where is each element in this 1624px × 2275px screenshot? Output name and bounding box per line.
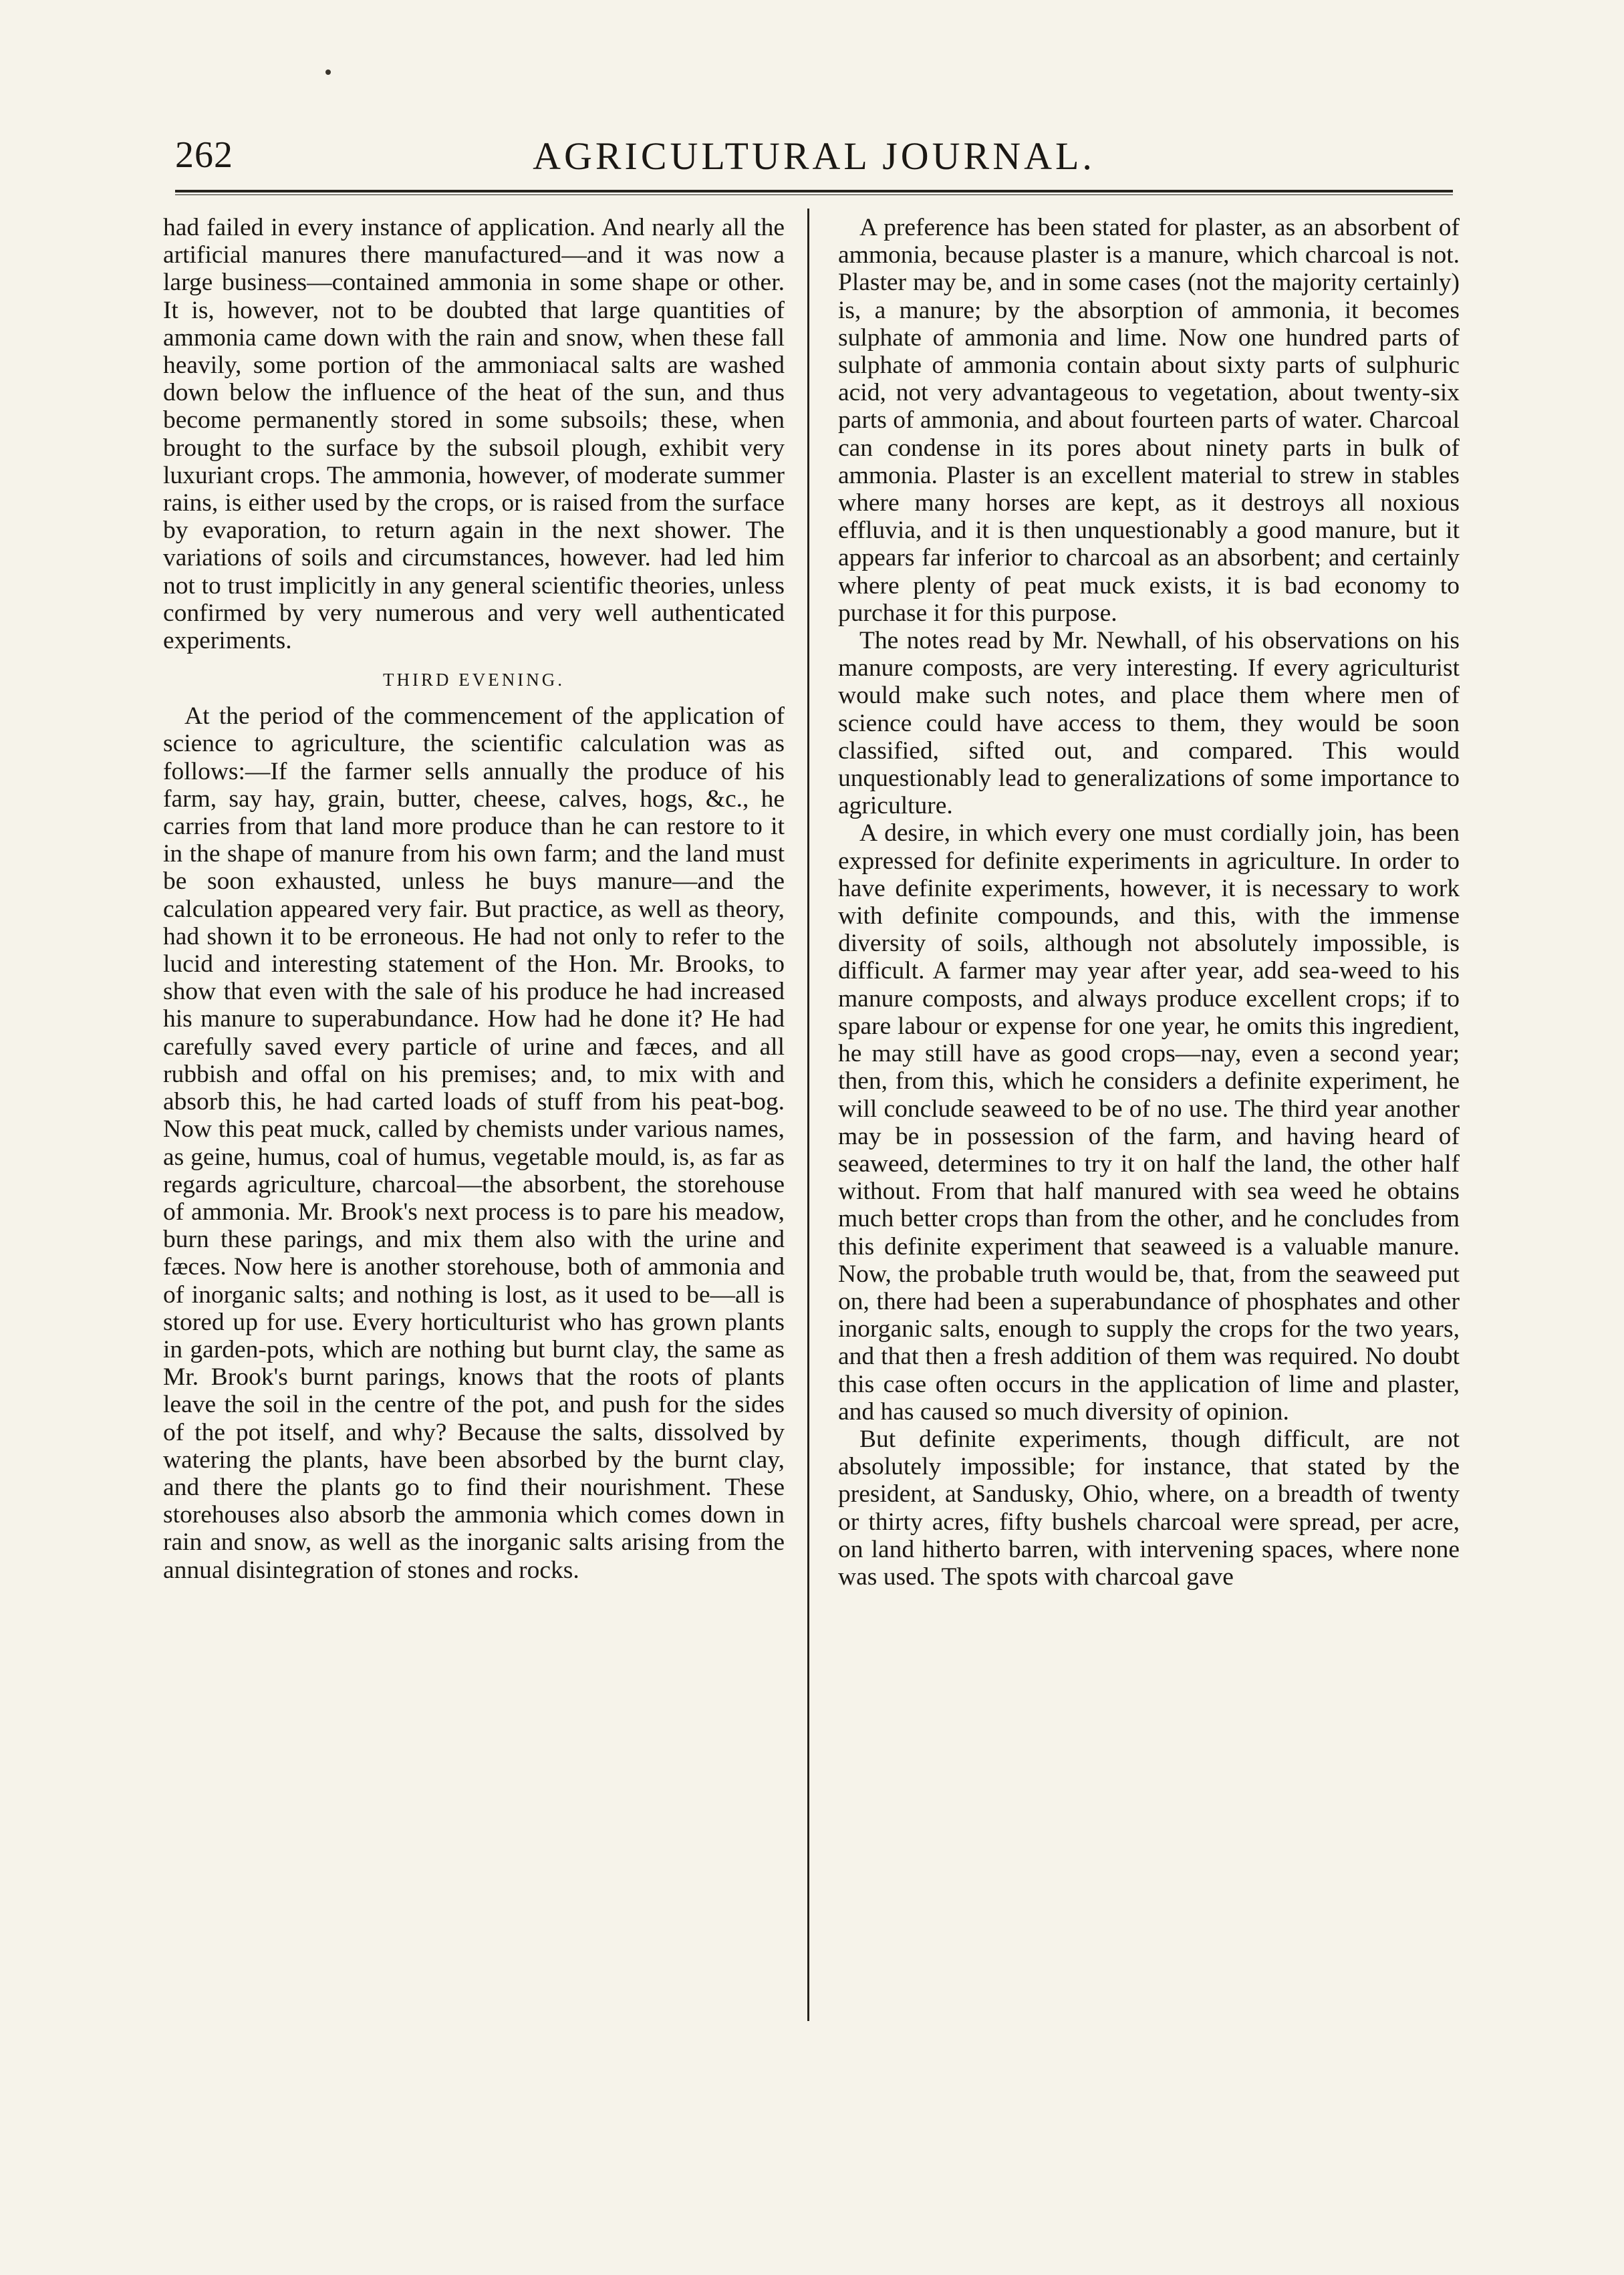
paragraph: But definite experiments, though difficult, are not absolutely impossible; for instance, that stated by the president, at Sandusky, Ohio, where, on a breadth of twenty or thirty acres, fifty bushels charcoal were spread, per acre, on land hitherto barren, with intervening spaces, where none was used. The spots with charcoal gave [838, 1425, 1460, 1591]
header-rule [175, 190, 1453, 195]
page-number: 262 [175, 134, 233, 176]
paragraph: had failed in every instance of application. And nearly all the artificial manures there manufactured—and it was now a large business—contained ammonia in some shape or other. It is, however, not to be doubted that large quantities of ammonia came down with the rain and snow, when these fall heavily, some portion of the ammoniacal salts are washed down below the influence of the heat of the sun, and thus become permanently stored in some subsoils; these, when brought to the surface by the subsoil plough, exhibit very luxuriant crops. The ammonia, however, of moderate summer rains, is either used by the crops, or is raised from the surface by evaporation, to return again in the next shower. The variations of soils and circumstances, however. had led him not to trust implicitly in any general scientific theories, unless confirmed by very numerous and very well authenticated experiments. [163, 214, 785, 655]
paragraph: The notes read by Mr. Newhall, of his observations on his manure composts, are very interesting. If every agriculturist would make such notes, and place them where men of science could have access to them, they would be soon classified, sifted out, and compared. This would unquestionably lead to generalizations of some importance to agriculture. [838, 627, 1460, 820]
paragraph: At the period of the commencement of the application of science to agriculture, the scientific calculation was as follows:—If the farmer sells annually the produce of his farm, say hay, grain, butter, cheese, calves, hogs, &c., he carries from that land more produce than he can restore to it in the shape of manure from his own farm; and the land must be soon exhausted, unless he buys manure—and the calculation appeared very fair. But practice, as well as theory, had shown it to be erroneous. He had not only to refer to the lucid and interesting statement of the Hon. Mr. Brooks, to show that even with the sale of his produce he had increased his manure to superabundance. How had he done it? He had carefully saved every particle of urine and fæces, and all rubbish and offal on his premises; and, to mix with and absorb this, he had carted loads of stuff from his peat-bog. Now this peat muck, called by chemists under various names, as geine, humus, coal of humus, vegetable mould, is, as far as regards agriculture, charcoal—the absorbent, the storehouse of ammonia. Mr. Brook's next process is to pare his meadow, burn these parings, and mix them also with the urine and fæces. Now here is another storehouse, both of ammonia and of inorganic salts; and nothing is lost, as it used to be—all is stored up for use. Every horticulturist who has grown plants in garden-pots, which are nothing but burnt clay, the same as Mr. Brook's burnt parings, knows that the roots of plants leave the soil in the centre of the pot, and push for the sides of the pot itself, and why? Because the salts, dissolved by watering the plants, have been absorbed by the burnt clay, and there the plants go to find their nourishment. These storehouses also absorb the ammonia which comes down in rain and snow, as well as the inorganic salts arising from the annual disintegration of stones and rocks. [163, 702, 785, 1584]
right-column [838, 214, 1460, 1591]
page-header [175, 134, 1453, 187]
paragraph: A desire, in which every one must cordially join, has been expressed for definite experiments in agriculture. In order to have definite experiments, however, it is necessary to work with definite compounds, and this, with the immense diversity of soils, although not absolutely impossible, is difficult. A farmer may year after year, add sea-weed to his manure composts, and always produce excellent crops; if to spare labour or expense for one year, he omits this ingredient, he may still have as good crops—nay, even a second year; then, from this, which he considers a definite experiment, he will conclude seaweed to be of no use. The third year another may be in possession of the farm, and having heard of seaweed, determines to try it on half the land, the other half without. From that half manured with sea weed he obtains much better crops than from the other, and he concludes from this definite experiment that seaweed is a valuable manure. Now, the probable truth would be, that, from the seaweed put on, there had been a superabundance of phosphates and other inorganic salts, enough to supply the crops for the two years, and that then a fresh addition of them was required. No doubt this case often occurs in the application of lime and plaster, and has caused so much diversity of opinion. [838, 819, 1460, 1426]
paragraph: A preference has been stated for plaster, as an absorbent of ammonia, because plaster is a manure, which charcoal is not. Plaster may be, and in some cases (not the majority certainly) is, a manure; by the absorption of ammonia, it becomes sulphate of ammonia and lime. Now one hundred parts of sulphate of ammonia contain about sixty parts of sulphuric acid, not very advantageous to vegetation, about twenty-six parts of ammonia, and about fourteen parts of water. Charcoal can condense in its pores about ninety parts in bulk of ammonia. Plaster is an excellent material to strew in stables where many horses are kept, as it destroys all noxious effluvia, and it is then unquestionably a good manure, but it appears far inferior to charcoal as an absorbent; and certainly where plenty of peat muck exists, it is bad economy to purchase it for this purpose. [838, 214, 1460, 627]
section-heading: THIRD EVENING. [383, 670, 565, 690]
running-title: AGRICULTURAL JOURNAL. [533, 134, 1095, 178]
ink-speck [325, 70, 331, 75]
column-divider [807, 209, 809, 2021]
left-column [163, 214, 785, 1584]
